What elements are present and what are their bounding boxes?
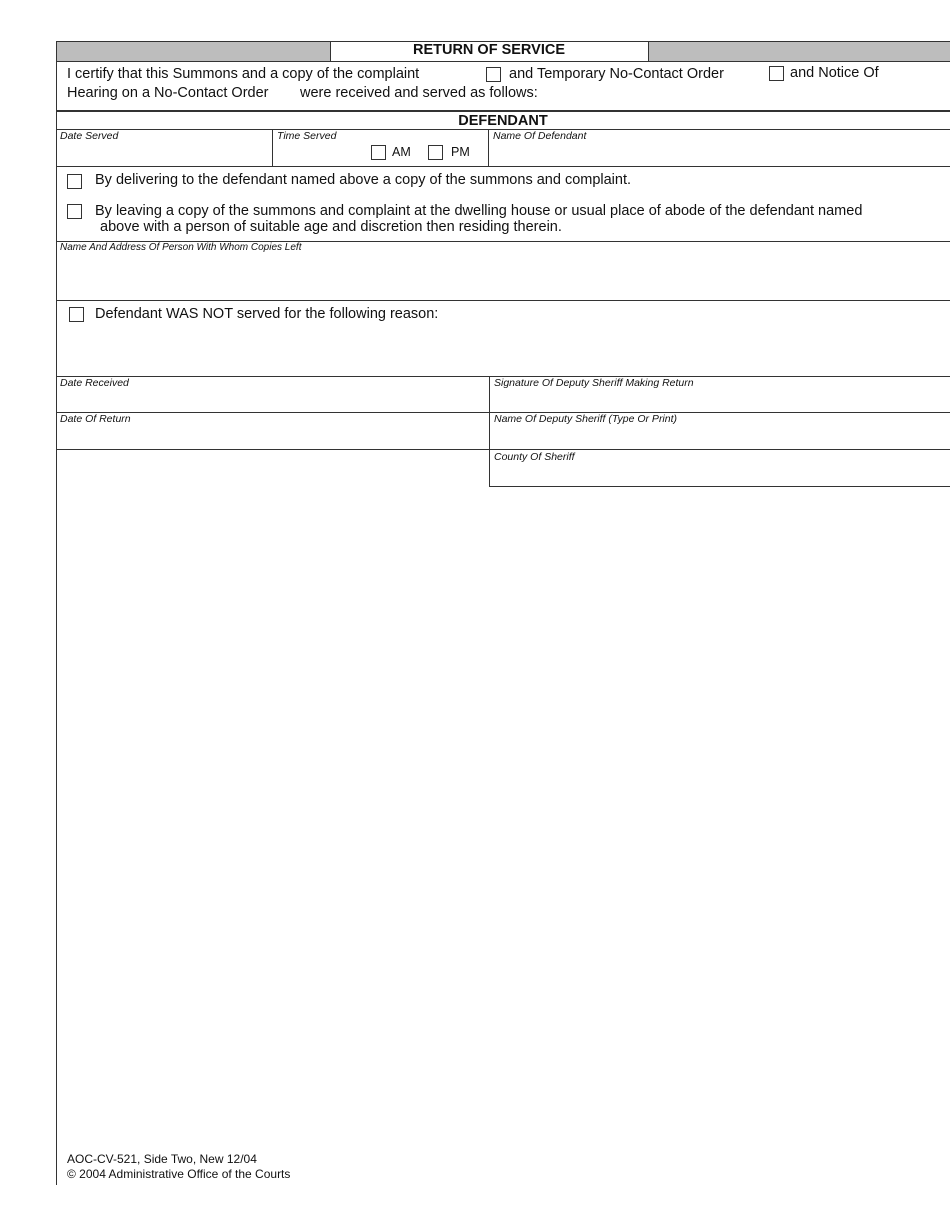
section-title: RETURN OF SERVICE bbox=[412, 42, 565, 58]
divider bbox=[56, 300, 950, 301]
temp-no-contact-checkbox[interactable] bbox=[486, 67, 501, 82]
not-served-label: Defendant WAS NOT served for the following reason: bbox=[95, 306, 439, 322]
am-checkbox[interactable] bbox=[371, 145, 386, 160]
date-received-label: Date Received bbox=[60, 377, 129, 389]
header-band-left bbox=[56, 42, 330, 61]
left-border bbox=[56, 42, 57, 1185]
certify-text: I certify that this Summons and a copy of the complaint bbox=[67, 66, 420, 82]
delivered-label: By delivering to the defendant named above a copy of the summons and complaint. bbox=[95, 172, 632, 188]
deputy-name-label: Name Of Deputy Sheriff (Type Or Print) bbox=[494, 413, 678, 425]
notice-hearing-checkbox[interactable] bbox=[769, 66, 784, 81]
person-left-label: Name And Address Of Person With Whom Copies Left bbox=[60, 242, 302, 253]
divider bbox=[488, 129, 489, 166]
notice-hearing-label: and Notice Of bbox=[790, 65, 879, 81]
left-at-abode-label: By leaving a copy of the summons and complaint at the dwelling house or usual place of abode of the defendant named bbox=[95, 203, 863, 219]
pm-label: PM bbox=[451, 145, 470, 159]
county-label: County Of Sheriff bbox=[494, 451, 575, 463]
divider bbox=[56, 61, 950, 62]
date-return-label: Date Of Return bbox=[60, 413, 131, 425]
temp-no-contact-label: and Temporary No-Contact Order bbox=[509, 66, 724, 82]
time-served-label: Time Served bbox=[277, 130, 337, 142]
copyright: © 2004 Administrative Office of the Courts bbox=[67, 1167, 291, 1181]
header-band-right bbox=[648, 42, 950, 61]
left-at-abode-label-2: above with a person of suitable age and discretion then residing therein. bbox=[100, 219, 562, 235]
pm-checkbox[interactable] bbox=[428, 145, 443, 160]
defendant-name-label: Name Of Defendant bbox=[493, 130, 587, 142]
date-served-label: Date Served bbox=[60, 130, 119, 142]
form-number: AOC-CV-521, Side Two, New 12/04 bbox=[67, 1152, 257, 1166]
certify-text-2a: Hearing on a No-Contact Order bbox=[67, 85, 269, 101]
am-label: AM bbox=[392, 145, 411, 159]
divider bbox=[272, 129, 273, 166]
certify-text-2b: were received and served as follows: bbox=[300, 85, 538, 101]
signature-label: Signature Of Deputy Sheriff Making Return bbox=[494, 377, 694, 389]
divider bbox=[648, 42, 649, 61]
divider bbox=[56, 110, 950, 112]
defendant-title: DEFENDANT bbox=[458, 113, 548, 129]
left-at-abode-checkbox[interactable] bbox=[67, 204, 82, 219]
not-served-checkbox[interactable] bbox=[69, 307, 84, 322]
divider bbox=[489, 376, 490, 487]
divider bbox=[489, 486, 950, 487]
delivered-checkbox[interactable] bbox=[67, 174, 82, 189]
divider bbox=[56, 166, 950, 167]
divider bbox=[56, 449, 950, 450]
